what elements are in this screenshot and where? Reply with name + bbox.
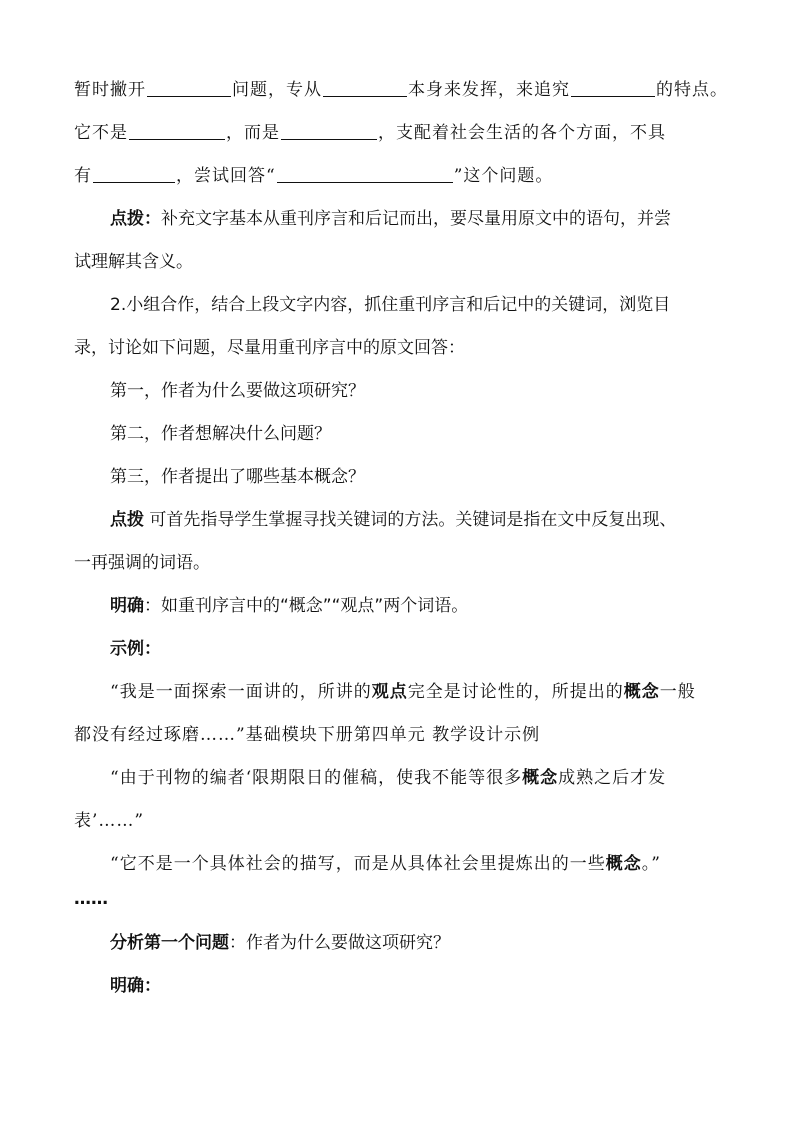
fill-blank-line-1: [74, 79, 728, 101]
blank-field[interactable]: [129, 123, 225, 140]
blank-field[interactable]: [147, 80, 231, 97]
ellipsis: [74, 888, 108, 910]
quote-text: “它不是一个具体社会的描写，而是从具体社会里提炼出的一些: [110, 854, 606, 874]
quote-text: “由于刊物的编者‘限期限日的催稿，使我不能等很多: [110, 768, 523, 788]
tip-label: 点拨: [110, 209, 144, 229]
text: 暂时撇开: [74, 80, 146, 100]
question-2: [110, 423, 331, 445]
fill-blank-line-2: [74, 122, 666, 144]
analysis-label: 分析第一个问题: [110, 933, 229, 953]
fill-blank-line-3: [74, 165, 553, 187]
text: 的特点。: [656, 80, 728, 100]
quote-text: 成熟之后才发: [558, 768, 667, 788]
clarify-text: ：如重刊序言中的“概念”“观点”两个词语。: [144, 596, 469, 616]
tip-text: 可首先指导学生掌握寻找关键词的方法。关键词是指在文中反复出现、: [144, 510, 677, 530]
tip-1-cont: [74, 251, 193, 273]
example-label: 示例：: [110, 639, 161, 659]
text: ，而是: [226, 123, 280, 143]
question-text: 第三，作者提出了哪些基本概念？: [110, 467, 365, 487]
clarify-label: 明确: [110, 596, 144, 616]
quote-1-cont: [74, 724, 540, 746]
tip-text: 试理解其含义。: [74, 252, 193, 272]
question-text: 第一，作者为什么要做这项研究？: [110, 381, 365, 401]
task-text: 录，讨论如下问题，尽量用重刊序言中的原文回答：: [74, 338, 465, 358]
quote-2-cont: [74, 810, 144, 832]
quote-text: “我是一面探索一面讲的，所讲的: [110, 682, 372, 702]
task-2-line-1: [110, 294, 670, 316]
quote-text: 都没有经过琢磨……”基础模块下册第四单元 教学设计示例: [74, 725, 541, 745]
analysis-text: ：作者为什么要做这项研究？: [229, 933, 450, 953]
quote-2: [110, 767, 666, 789]
blank-field[interactable]: [323, 80, 407, 97]
blank-field[interactable]: [277, 166, 453, 183]
quote-1: [110, 681, 696, 703]
quote-text: 完全是讨论性的，所提出的: [407, 682, 624, 702]
example-heading: [110, 638, 161, 660]
task-2-line-2: [74, 337, 465, 359]
text: ”这个问题。: [453, 166, 554, 186]
text: ，支配着社会生活的各个方面，不具: [378, 123, 666, 143]
question-text: 第二，作者想解决什么问题？: [110, 424, 331, 444]
keyword: 概念: [522, 768, 559, 788]
keyword: 概念: [623, 682, 660, 702]
tip-colon: ：: [144, 209, 161, 229]
clarify-label: 明确：: [110, 976, 161, 996]
clarify-2: [110, 975, 161, 997]
analysis-1: [110, 932, 450, 954]
tip-text: 补充文字基本从重刊序言和后记而出，要尽量用原文中的语句，并尝: [161, 209, 671, 229]
blank-field[interactable]: [571, 80, 655, 97]
ellipsis-text: ……: [74, 889, 108, 909]
question-3: [110, 466, 365, 488]
tip-2: [110, 509, 676, 531]
clarify-1: [110, 595, 468, 617]
tip-text: 一再强调的词语。: [74, 553, 210, 573]
quote-3: [110, 853, 661, 875]
tip-label: 点拨: [110, 510, 144, 530]
blank-field[interactable]: [93, 166, 175, 183]
quote-text: 表’……”: [74, 811, 145, 831]
quote-text: 。”: [641, 854, 661, 874]
text: 有: [74, 166, 92, 186]
text: 本身来发挥，来追究: [408, 80, 570, 100]
quote-text: 一般: [659, 682, 696, 702]
question-1: [110, 380, 365, 402]
tip-1: [110, 208, 671, 230]
blank-field[interactable]: [281, 123, 377, 140]
text: 问题，专从: [232, 80, 322, 100]
text: 它不是: [74, 123, 128, 143]
tip-2-cont: [74, 552, 210, 574]
task-text: 2.小组合作，结合上段文字内容，抓住重刊序言和后记中的关键词，浏览目: [110, 295, 671, 315]
keyword: 观点: [371, 682, 408, 702]
text: ，尝试回答“: [176, 166, 276, 186]
keyword: 概念: [605, 854, 642, 874]
